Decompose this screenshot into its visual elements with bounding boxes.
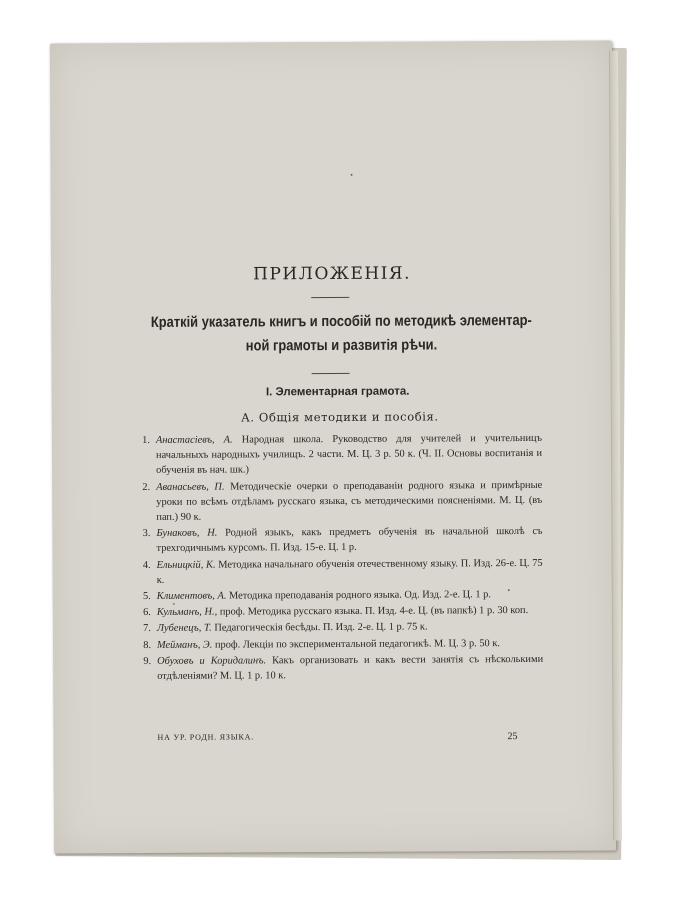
entry-number: 6. (143, 607, 151, 619)
entry-number: 3. (142, 528, 151, 540)
entry-author: Мейманъ, Э. (157, 639, 213, 651)
entry-number: 9. (143, 655, 152, 667)
entry-author: Бунаковъ, Н. (156, 527, 218, 540)
entry-text: Какъ организовать и какъ вести занятія съ нѣсколькими отдѣленіями? М. Ц. 1 р. 10 к. (157, 653, 544, 682)
entry-text: проф. Лекціи по экспериментальной педагогикѣ. М. Ц. 3 р. 50 к. (214, 637, 500, 651)
list-item (133, 619, 543, 636)
list-item (133, 636, 543, 653)
entry-number: 4. (142, 559, 151, 571)
page-subtitle (126, 309, 556, 359)
subtitle-line-2: ной грамоты и развитія рѣчи. (245, 336, 438, 355)
page-heading: ПРИЛОЖЕНІЯ. (253, 263, 412, 285)
entry-number: 2. (142, 481, 151, 493)
list-item (133, 652, 543, 685)
footer-signature: НА УР. РОДН. ЯЗЫКА. (157, 732, 255, 742)
list-item (132, 524, 542, 557)
entry-author: Лубенецъ, Т. (156, 623, 212, 635)
heading-divider (311, 297, 349, 298)
document-page (50, 41, 616, 854)
entry-body (157, 636, 543, 653)
entry-number: 7. (143, 623, 151, 635)
entry-text: Методическіе очерки о преподаваніи родного языка и примѣрные уроки по всѣмъ отдѣламъ русскаго языка, съ методическими поясненіями. М. Ц. (въ пап.) 90 к. (156, 479, 543, 523)
entry-author: Ельницкій, К. (156, 559, 216, 571)
entry-text: Родной языкъ, какъ предметъ обученія въ начальной школѣ съ трехгодичнымъ курсомъ. П. Изд. 15-е. Ц. 1 р. (156, 526, 543, 555)
entry-author: Климентовъ, А. (156, 590, 227, 602)
entry-body (157, 603, 543, 620)
entry-text: проф. Методика русскаго языка. П. Изд. 4-е. Ц. (въ папкѣ) 1 р. 30 коп. (219, 605, 529, 618)
entry-text: Народная школа. Руководство для учителей и учительницъ начальныхъ народныхъ училищъ. 2 части. М. Ц. 3 р. 50 к. (Ч. II. Основы воспитанія и обученія въ нач. шк.) (156, 432, 543, 477)
subsection-title: А. Общія методики и пособія. (241, 409, 439, 425)
entry-author: Обуховъ и Коридалинъ. (157, 655, 267, 667)
entry-body (156, 524, 542, 556)
list-item (133, 556, 543, 589)
entry-body (156, 431, 542, 479)
list-item (133, 603, 543, 620)
page-number: 25 (507, 731, 518, 743)
entry-author: Анастасіевъ, А. (155, 434, 233, 446)
entry-author: Аванасьевъ, П. (156, 481, 225, 493)
entry-number: 8. (143, 639, 152, 651)
entry-body (156, 478, 542, 526)
paper-speck (173, 603, 175, 605)
paper-speck (508, 589, 510, 591)
entry-body (157, 619, 543, 636)
bibliography-list (132, 431, 543, 685)
section-title: I. Элементарная грамота. (265, 385, 410, 399)
entry-number: 1. (142, 434, 150, 446)
paper-speck (351, 174, 353, 176)
entry-number: 5. (142, 590, 151, 603)
entry-text: Педагогическія бесѣды. П. Изд. 2-е. Ц. 1 р. 75 к. (214, 621, 428, 635)
entry-text: Методика начальнаго обученія отечественному языку. П. Изд. 26-е. Ц. 75 к. (156, 557, 543, 586)
list-item (132, 478, 542, 526)
entry-text: Методика преподаванія родного языка. Од. Изд. 2-е. Ц. 1 р. (229, 589, 491, 602)
list-item (132, 431, 542, 479)
subtitle-line-1: Краткій указатель книгъ и пособій по методикѣ элементар- (150, 311, 532, 331)
entry-body (157, 587, 543, 604)
subtitle-divider (312, 373, 350, 374)
entry-author: Кульманъ, Н., (156, 606, 218, 619)
page-footer (157, 731, 517, 744)
entry-body (157, 556, 543, 588)
list-item (133, 587, 543, 604)
entry-body (157, 652, 543, 684)
